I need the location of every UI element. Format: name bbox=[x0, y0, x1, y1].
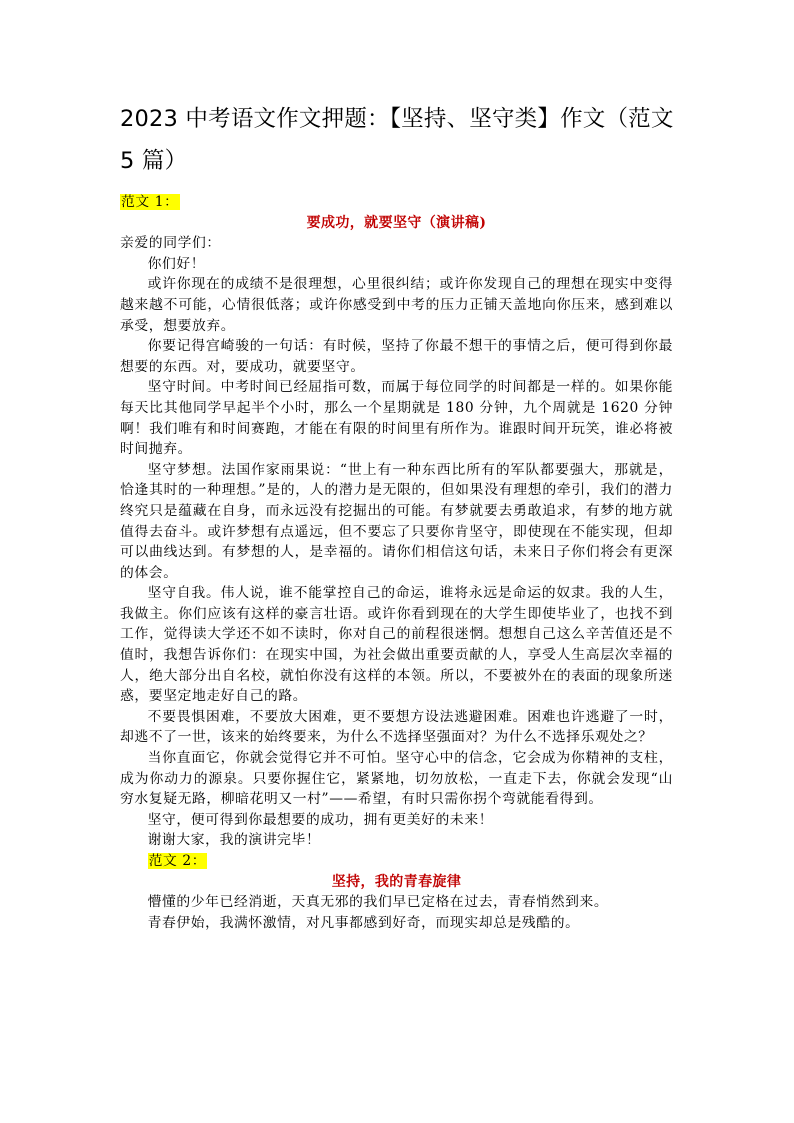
essay-1-label-line bbox=[120, 192, 673, 213]
essay-2-label: 范文 2： bbox=[148, 853, 207, 869]
essay-1-paragraph: 坚守，便可得到你最想要的成功，拥有更美好的未来！ bbox=[147, 811, 494, 828]
essay-1-label: 范文 1： bbox=[121, 194, 179, 210]
document-body bbox=[120, 192, 673, 933]
essay-1-paragraph: 当你直面它，你就会觉得它并不可怕。坚守心中的信念，它会成为你精神的支柱，成为你动力的源泉。只要你握住它，紧紧地，切勿放松，一直走下去，你就会发现“山穷水复疑无路，柳暗花明又一村”——希望，有时只需你拐个弯就能看得到。 bbox=[120, 750, 673, 808]
essay-1-paragraph: 你们好！ bbox=[147, 255, 206, 272]
essay-1-paragraph: 或许你现在的成绩不是很理想，心里很纠结；或许你发现自己的理想在现实中变得越来越不可能，心情很低落；或许你感受到中考的压力正铺天盖地向你压来，感到难以承受，想要放弃。 bbox=[120, 276, 673, 334]
essay-1-paragraph: 坚守梦想。法国作家雨果说：“世上有一种东西比所有的军队都要强大，那就是，恰逢其时的一种理想。”是的，人的潜力是无限的，但如果没有理想的牵引，我们的潜力终究只是蕴藏在自身，而永远没有挖掘出的可能。有梦就要去勇敢追求，有梦的地方就值得去奋斗。或许梦想有点遥远，但不要忘了只要你肯坚守，即使现在不能实现，但却可以曲线达到。有梦想的人，是幸福的。请你们相信这句话，未来日子你们将会有更深的体会。 bbox=[120, 461, 673, 581]
essay-2-heading: 坚持，我的青春旋律 bbox=[331, 873, 462, 890]
essay-1-paragraph: 不要畏惧困难，不要放大困难，更不要想方设法逃避困难。困难也许逃避了一时，却逃不了一世，该来的始终要来，为什么不选择坚强面对？为什么不选择乐观处之？ bbox=[120, 708, 673, 746]
document-title: 2023 中考语文作文押题：【坚持、坚守类】作文（范文 5 篇） bbox=[120, 106, 674, 174]
essay-1-paragraph: 坚守自我。伟人说，谁不能掌控自己的命运，谁将永远是命运的奴隶。我的人生，我做主。你们应该有这样的豪言壮语。或许你看到现在的大学生即使毕业了，也找不到工作，觉得读大学还不如不读时，你对自己的前程很迷惘。想想自己这么辛苦值还是不值时，我想告诉你们：在现实中国，为社会做出重要贡献的人，享受人生高层次幸福的人，绝大部分出自名校，就怕你没有这样的本领。所以，不要被外在的表面的现象所迷惑，要坚定地走好自己的路。 bbox=[120, 585, 673, 705]
essay-1-heading: 要成功，就要坚守（演讲稿) bbox=[306, 214, 487, 231]
essay-2-label-line bbox=[120, 851, 673, 872]
essay-1-paragraph: 坚守时间。中考时间已经屈指可数，而属于每位同学的时间都是一样的。如果你能每天比其他同学早起半个小时，那么一个星期就是 180 分钟，九个周就是 1620 分钟啊！我们唯有和时间赛跑，才能在有限的时间里有所作为。谁跟时间开玩笑，谁必将被时间抛弃。 bbox=[120, 379, 673, 458]
essay-1-paragraph: 你要记得宫崎骏的一句话：有时候，坚持了你最不想干的事情之后，便可得到你最想要的东西。对，要成功，就要坚守。 bbox=[120, 338, 673, 375]
essay-1-paragraph: 谢谢大家，我的演讲完毕！ bbox=[147, 832, 321, 849]
essay-1-greeting: 亲爱的同学们： bbox=[120, 235, 221, 252]
essay-2-paragraph: 青春伊始，我满怀激情，对凡事都感到好奇，而现实却总是残酷的。 bbox=[147, 914, 580, 931]
essay-2-paragraph: 懵懂的少年已经消逝，天真无邪的我们早已定格在过去，青春悄然到来。 bbox=[147, 894, 609, 911]
